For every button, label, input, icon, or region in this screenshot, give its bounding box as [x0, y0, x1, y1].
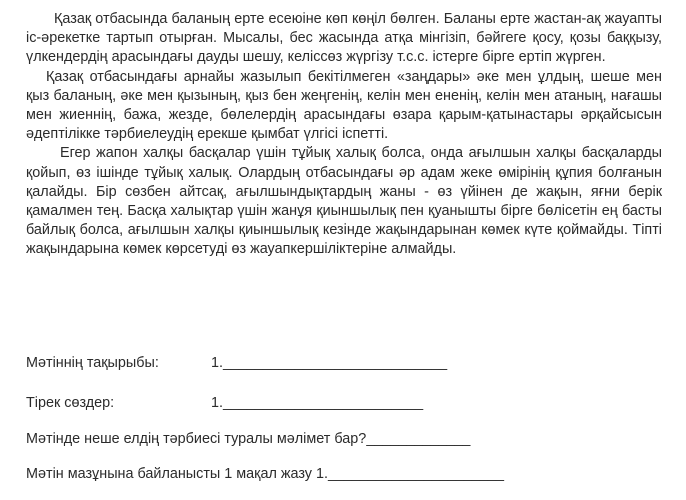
- question-countries-blank: _____________: [366, 431, 471, 447]
- paragraph-3: Егер жапон халқы басқалар үшін тұйық халық болса, онда ағылшын халқы басқаларды қойып, өз ішінде тұйық халық. Олардың отбасындағы әр адам жеке өмірінің құпия болғанын қалайды. Бір сөзбен айтсақ, ағылшындықтардың жаны - өз үйінен де жақын, яғни берік қамалмен тең. Басқа халықтар үшін жанұя қиыншылық пен қуанышты бірге бөлісетін ең басты байлық болса, ағылшын халқы қиыншылық кезінде жақындарынан көмек күте қоймайды. Тіпті жақындарына көмек көрсетуді өз жауапкершіліктеріне алмайды.: [26, 145, 662, 258]
- paragraph-2: Қазақ отбасындағы арнайы жазылып бекітілмеген «заңдары» әке мен ұлдың, шеше мен қыз баланың, әке мен қызының, қыз бен жеңгенің, келін мен ененің, келін мен атаның, нағашы мен жиеннің, бажа, жезде, бөлелердің арасындағы өзара қарым-қатынастары әрқайсысын әдептілікке тәрбиелеудің ерекше қымбат үлгісі іспетті.: [26, 68, 662, 143]
- question-proverb-blank: 1.______________________: [315, 466, 505, 482]
- question-countries: [26, 430, 470, 449]
- question-proverb: [26, 465, 504, 484]
- question-proverb-label: Мәтін мазұнына байланысты 1 мақал жазу: [26, 466, 312, 482]
- question-keywords: [26, 394, 423, 413]
- question-keywords-blank: 1._________________________: [211, 395, 424, 411]
- paragraph-1: Қазақ отбасында баланың ерте есеюіне көп көңіл бөлген. Баланы ерте жастан-ақ жауапты іс-әрекетке тартып отырған. Мысалы, бес жасында атқа мінгізіп, бәйгеге қосу, қозы баққызу, үлкендердің арасындағы дауды шешу, келіссөз жүргізу т.с.с. істерге бірге ертіп жүрген.: [26, 11, 662, 66]
- body-text: [26, 10, 662, 260]
- question-topic-blank: 1.____________________________: [211, 355, 448, 371]
- question-topic: [26, 354, 447, 373]
- question-countries-label: Мәтінде неше елдің тәрбиесі туралы мәлімет бар?: [26, 431, 367, 447]
- question-topic-label: Мәтіннің тақырыбы:: [26, 355, 159, 371]
- question-keywords-label: Тірек сөздер:: [26, 395, 115, 411]
